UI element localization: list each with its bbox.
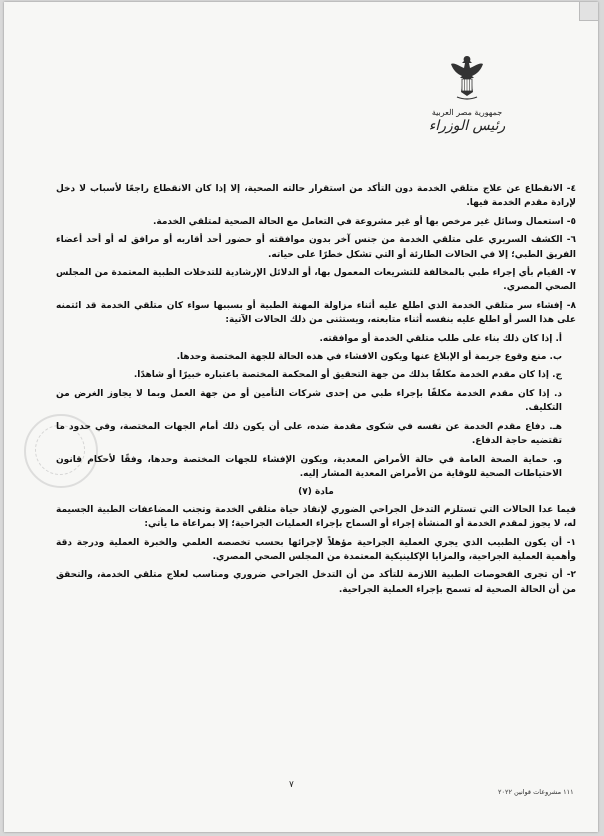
sub-list-item: د. إذا كان مقدم الخدمة مكلفًا بإجراء طبي من إحدى شركات التأمين أو من جهة العمل وبما لا يجاوز الغرض من التكليف. xyxy=(56,388,562,414)
list-item: ٥- استعمال وسائل غير مرخص بها أو غير مشروعة في التعامل مع الحالة الصحية لمتلقي الخدمة. xyxy=(152,216,576,227)
sub-list-item: هـ. دفاع مقدم الخدمة عن نفسه في شكوى مقدمة ضده، على أن يكون ذلك أمام الجهات المختصة، وفي حدود ما تقتضيه حاجة الدفاع. xyxy=(56,421,562,447)
prime-minister-label: رئيس الوزراء xyxy=(428,118,506,134)
page-corner-fold xyxy=(579,2,598,21)
republic-label: جمهورية مصر العربية xyxy=(431,108,503,117)
page-footer: ١١١ مشروعات قوانين ٢٠٢٢ xyxy=(498,788,574,796)
article-title: مادة (٧) xyxy=(298,487,334,498)
document-body xyxy=(56,182,576,601)
letterhead xyxy=(424,52,510,134)
list-item: ٨- إفشاء سر متلقي الخدمة الذي اطلع عليه أثناء مزاولة المهنة الطبية أو بسببها سواء كان متلقي الخدمة قد ائتمنه على هذا السر أو اطلع عليه بنفسه أثناء متابعته، ويستثنى من ذلك الحالات الآتية: xyxy=(56,300,576,326)
sub-list-item: ج. إذا كان مقدم الخدمة مكلفًا بذلك من جهة التحقيق أو المحكمة المختصة باعتباره خبيرًا أو شاهدًا. xyxy=(133,370,562,381)
list-item: ٧- القيام بأي إجراء طبي بالمخالفة للتشريعات المعمول بها، أو الدلائل الإرشادية للتدخلات الطبية المعتمدة من المجلس الصحي المصري. xyxy=(56,268,576,293)
document-page xyxy=(4,2,598,832)
list-item: ٦- الكشف السريري على متلقي الخدمة من جنس آخر بدون موافقته أو حضور أحد أقاربه أو مرافق له أو أحد أعضاء الفريق الطبي؛ إلا في الحالات الطارئة أو التي تشكل خطرًا على حياته. xyxy=(56,235,576,260)
sub-list-item: أ. إذا كان ذلك بناء على طلب متلقي الخدمة أو موافقته. xyxy=(319,333,562,344)
eagle-emblem-icon xyxy=(449,52,485,102)
sub-list-item: و. حماية الصحة العامة في حالة الأمراض المعدية، ويكون الإفشاء للجهات المختصة وحدها، وفقًا لأحكام قانون الاحتياطات الصحية للوقاية من الأمراض المعدية المشار إليه. xyxy=(56,454,562,479)
page-number: ٧ xyxy=(289,780,294,790)
list-item: ٤- الانقطاع عن علاج متلقي الخدمة دون التأكد من استقرار حالته الصحية، إلا إذا كان الانقطاع راجعًا لأسباب لا دخل لإرادة مقدم الخدمة فيها. xyxy=(56,184,576,209)
sub-list-item: ب. منع وقوع جريمة أو الإبلاغ عنها ويكون الافشاء في هذه الحالة للجهة المختصة وحدها. xyxy=(176,352,562,363)
list-item: ١- أن يكون الطبيب الذي يجري العملية الجراحية مؤهلاً لإجرائها بحسب تخصصه العلمي والخبرة العملية ودرجة دقة وأهمية العملية الجراحية، والمزايا الإكلينيكية المعتمدة من المجلس الصحي المصري. xyxy=(56,537,576,562)
list-item: ٢- أن تجرى الفحوصات الطبية اللازمة للتأكد من أن التدخل الجراحي ضروري ومناسب لعلاج متلقي الخدمة، والتحقق من أن الحالة الصحية له تسمح بإجراء العملية الجراحية. xyxy=(56,570,576,595)
article-intro: فيما عدا الحالات التي تستلزم التدخل الجراحي الضوري لإنقاذ حياة متلقي الخدمة وتجنب المضاعفات الطبية الجسيمة له، لا يجوز لمقدم الخدمة أو المنشأة إجراء أو السماح بإجراء العمليات الجراحية؛ إلا بمراعاة ما يأتي: xyxy=(56,504,576,530)
